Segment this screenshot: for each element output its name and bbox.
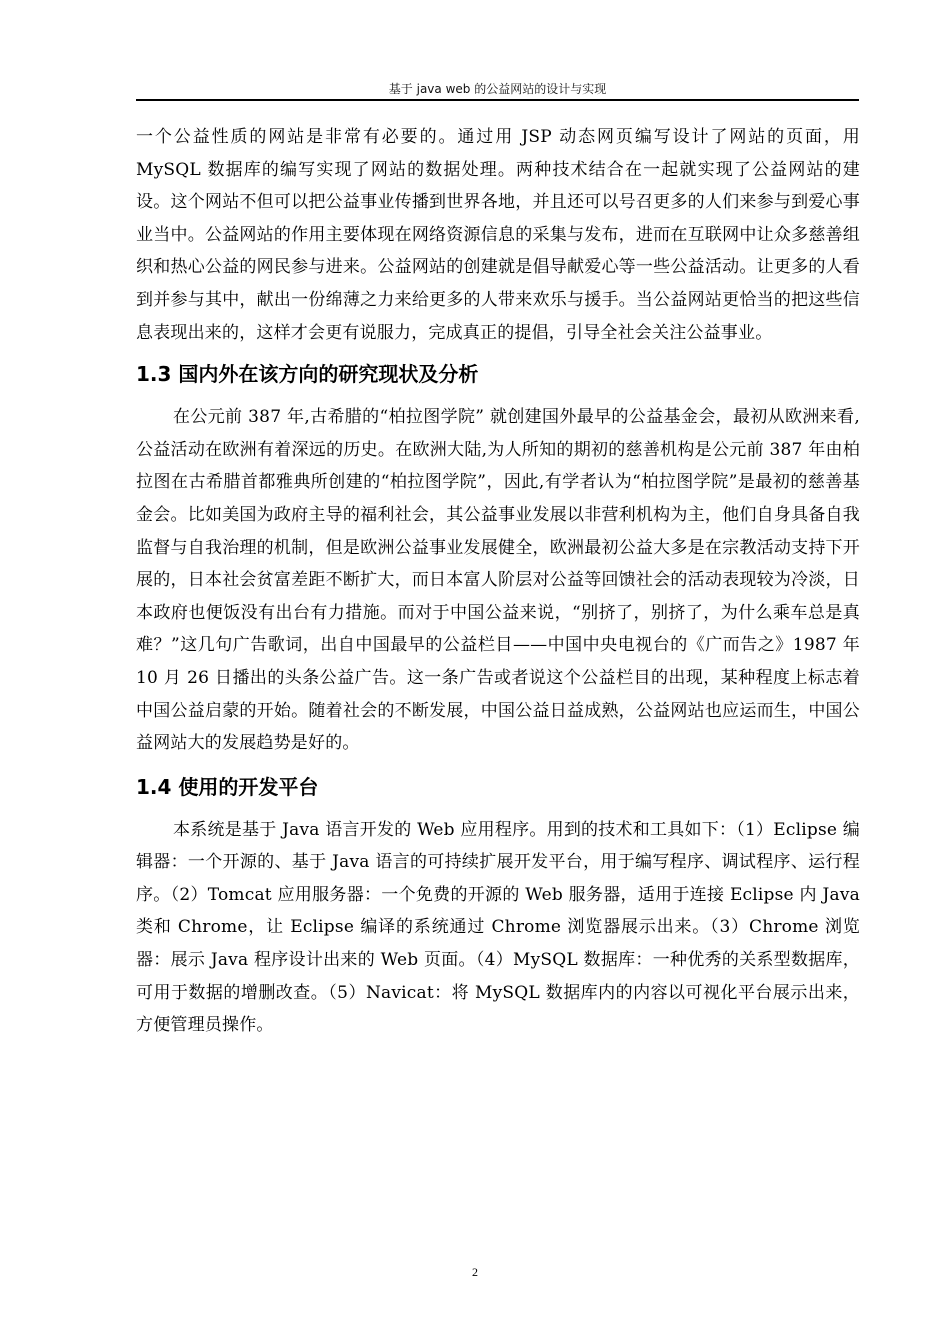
section-heading-1-4: 1.4 使用的开发平台	[136, 774, 319, 799]
page-number: 2	[472, 1265, 478, 1279]
section-1-4-paragraph: 本系统是基于 Java 语言开发的 Web 应用程序。用到的技术和工具如下：（1）Eclipse 编辑器：一个开源的、基于 Java 语言的可持续扩展开发平台，用于编写程序、调试程序、运行程序。（2）Tomcat 应用服务器：一个免费的开源的 Web 服务器，适用于连接 Eclipse 内 Java 类和 Chrome，让 Eclipse 编译的系统通过 Chrome 浏览器展示出来。（3）Chrome 浏览器：展示 Java 程序设计出来的 Web 页面。（4）MySQL 数据库：一种优秀的关系型数据库，可用于数据的增删改查。（5）Navicat：将 MySQL 数据库内的内容以可视化平台展示出来，方便管理员操作。	[136, 819, 860, 1036]
header-rule	[136, 99, 859, 101]
page-body	[136, 121, 860, 1042]
section-1-3-paragraph: 在公元前 387 年,古希腊的“柏拉图学院” 就创建国外最早的公益基金会，最初从欧洲来看,公益活动在欧洲有着深远的历史。在欧洲大陆,为人所知的期初的慈善机构是公元前 387 年由柏拉图在古希腊首都雅典所创建的“柏拉图学院”，因此,有学者认为“柏拉图学院”是最初的慈善基金会。比如美国为政府主导的福利社会，其公益事业发展以非营利机构为主，他们自身具备自我监督与自我治理的机制，但是欧洲公益事业发展健全，欧洲最初公益大多是在宗教活动支持下开展的，日本社会贫富差距不断扩大，而日本富人阶层对公益等回馈社会的活动表现较为冷淡，日本政府也便饭没有出台有力措施。而对于中国公益来说，“别挤了，别挤了，为什么乘车总是真难？”这几句广告歌词，出自中国最早的公益栏目——中国中央电视台的《广而告之》1987 年 10 月 26 日播出的头条公益广告。这一条广告或者说这个公益栏目的出现，某种程度上标志着中国公益启蒙的开始。随着社会的不断发展，中国公益日益成熟，公益网站也应运而生，中国公益网站大的发展趋势是好的。	[136, 407, 860, 754]
running-header: 基于 java web 的公益网站的设计与实现	[388, 82, 607, 96]
intro-paragraph: 一个公益性质的网站是非常有必要的。通过用 JSP 动态网页编写设计了网站的页面，用 MySQL 数据库的编写实现了网站的数据处理。两种技术结合在一起就实现了公益网站的建设。这个网站不但可以把公益事业传播到世界各地，并且还可以号召更多的人们来参与到爱心事业当中。公益网站的作用主要体现在网络资源信息的采集与发布，进而在互联网中让众多慈善组织和热心公益的网民参与进来。公益网站的创建就是倡导献爱心等一些公益活动。让更多的人看到并参与其中，献出一份绵薄之力来给更多的人带来欢乐与援手。当公益网站更恰当的把这些信息表现出来的，这样才会更有说服力，完成真正的提倡，引导全社会关注公益事业。	[136, 127, 860, 343]
section-heading-1-3: 1.3 国内外在该方向的研究现状及分析	[136, 362, 479, 387]
